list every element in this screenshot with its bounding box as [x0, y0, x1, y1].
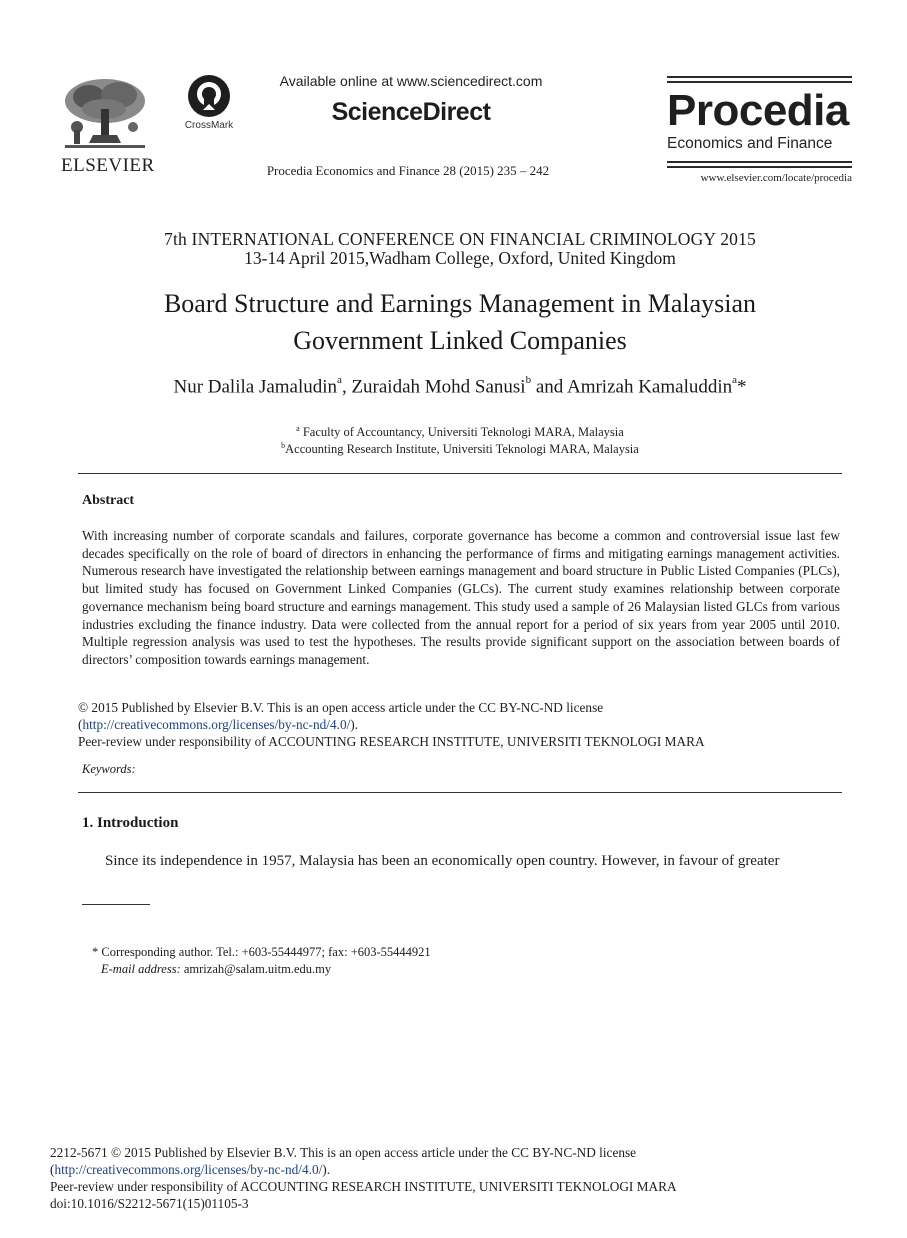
- sciencedirect-wordmark[interactable]: ScienceDirect: [331, 98, 491, 126]
- procedia-rule-bottom-2: [667, 166, 852, 168]
- procedia-wordmark: Procedia: [667, 86, 849, 135]
- procedia-logo: [667, 76, 852, 184]
- corresponding-author-note: * Corresponding author. Tel.: +603-55444977; fax: +603-55444921: [92, 945, 431, 959]
- footer-peer-review: Peer-review under responsibility of ACCOUNTING RESEARCH INSTITUTE, UNIVERSITI TEKNOLOGI MARA: [50, 1179, 677, 1194]
- author-list: [60, 376, 860, 398]
- keywords-label: Keywords:: [82, 762, 136, 776]
- email-label: E-mail address:: [101, 962, 181, 976]
- journal-reference: Procedia Economics and Finance 28 (2015) 235 – 242: [266, 163, 550, 178]
- author-affiliation-sup: a: [732, 374, 738, 386]
- procedia-rule-top-2: [667, 81, 852, 83]
- author-name: Nur Dalila Jamaludin: [173, 376, 338, 398]
- author-name: Amrizah Kamaluddin: [566, 376, 733, 398]
- author-affiliation-sup: b: [525, 374, 532, 386]
- crossmark-icon: [187, 74, 231, 118]
- corresponding-marker: *: [737, 376, 747, 398]
- procedia-rule-top: [667, 76, 852, 78]
- available-online-text: Available online at www.sciencedirect.com: [279, 73, 543, 89]
- elsevier-logo: [55, 75, 155, 177]
- conference-line-1: 7th INTERNATIONAL CONFERENCE ON FINANCIAL CRIMINOLOGY 2015: [164, 229, 756, 249]
- author-separator: ,: [341, 376, 352, 398]
- elsevier-tree-icon: [59, 75, 151, 153]
- crossmark-badge[interactable]: [178, 74, 240, 131]
- abstract-heading: Abstract: [82, 493, 135, 508]
- title-line-2: Government Linked Companies: [293, 326, 627, 355]
- abstract-bottom-rule: [78, 792, 842, 793]
- license-link-line: [78, 717, 358, 733]
- affiliation-b-text: Accounting Research Institute, Universiti Teknologi MARA, Malaysia: [285, 442, 639, 457]
- affiliation-a: [60, 424, 860, 440]
- introduction-heading: 1. Introduction: [82, 815, 179, 831]
- affiliation-a-text: Faculty of Accountancy, Universiti Teknologi MARA, Malaysia: [299, 425, 624, 440]
- author-name: Zuraidah Mohd Sanusi: [351, 376, 526, 398]
- license-link-open: (: [78, 717, 83, 732]
- paper-title: [60, 285, 860, 359]
- affiliation-a-sup: a: [296, 424, 300, 433]
- footer-link-line: [50, 1162, 330, 1178]
- abstract-top-rule: [78, 473, 842, 474]
- introduction-first-line: Since its independence in 1957, Malaysia has been an economically open country. However, in favour of greater: [105, 853, 780, 869]
- procedia-url[interactable]: www.elsevier.com/locate/procedia: [700, 172, 852, 184]
- footnote-rule: [82, 904, 150, 905]
- affiliation-b: [60, 441, 860, 457]
- procedia-subtitle: Economics and Finance: [667, 135, 833, 152]
- email-address[interactable]: amrizah@salam.uitm.edu.my: [180, 962, 332, 976]
- procedia-rule-bottom: [667, 161, 852, 163]
- title-line-1: Board Structure and Earnings Management in Malaysian: [163, 289, 757, 318]
- license-link-close: ).: [350, 717, 359, 732]
- footer-license-link[interactable]: http://creativecommons.org/licenses/by-nc-nd/4.0/: [54, 1162, 323, 1177]
- conference-line-2: 13-14 April 2015,Wadham College, Oxford, United Kingdom: [244, 248, 676, 268]
- crossmark-label: CrossMark: [184, 120, 234, 131]
- peer-review-line: Peer-review under responsibility of ACCOUNTING RESEARCH INSTITUTE, UNIVERSITI TEKNOLOGI MARA: [78, 734, 705, 749]
- elsevier-wordmark: ELSEVIER: [61, 155, 155, 176]
- footer-link-open: (: [50, 1162, 55, 1177]
- author-separator: and: [531, 376, 567, 398]
- footer-issn-line: 2212-5671 © 2015 Published by Elsevier B.V. This is an open access article under the CC BY-NC-ND license: [50, 1145, 637, 1160]
- email-note: [101, 962, 331, 977]
- footer-link-close: ).: [322, 1162, 331, 1177]
- license-link[interactable]: http://creativecommons.org/licenses/by-nc-nd/4.0/: [82, 717, 351, 732]
- author-affiliation-sup: a: [337, 374, 342, 386]
- footer-doi[interactable]: doi:10.1016/S2212-5671(15)01105-3: [50, 1196, 249, 1211]
- license-line-1: © 2015 Published by Elsevier B.V. This is an open access article under the CC BY-NC-ND license: [78, 700, 604, 715]
- abstract-body: With increasing number of corporate scandals and failures, corporate governance has become a common and controversial issue last few decades specifically on the role of board of directors in enhancing the performance of firms and mitigating earnings management activities. Numerous research have investigated the relationship between earnings management and board structure in Public Listed Companies (PLCs), but limited study has focused on Government Linked Companies (GLCs). The current study examines relationship between corporate governance mechanism being board structure and earnings management. This study used a sample of 26 Malaysian listed GLCs from various industries excluding the finance industry. Data were collected from the annual report for a period of six years from year 2005 until 2010. Multiple regression analysis was used to test the hypotheses. The results provide significant support on the association between boards of directors’ composition towards earnings management.: [82, 528, 840, 667]
- affiliation-b-sup: b: [281, 441, 286, 450]
